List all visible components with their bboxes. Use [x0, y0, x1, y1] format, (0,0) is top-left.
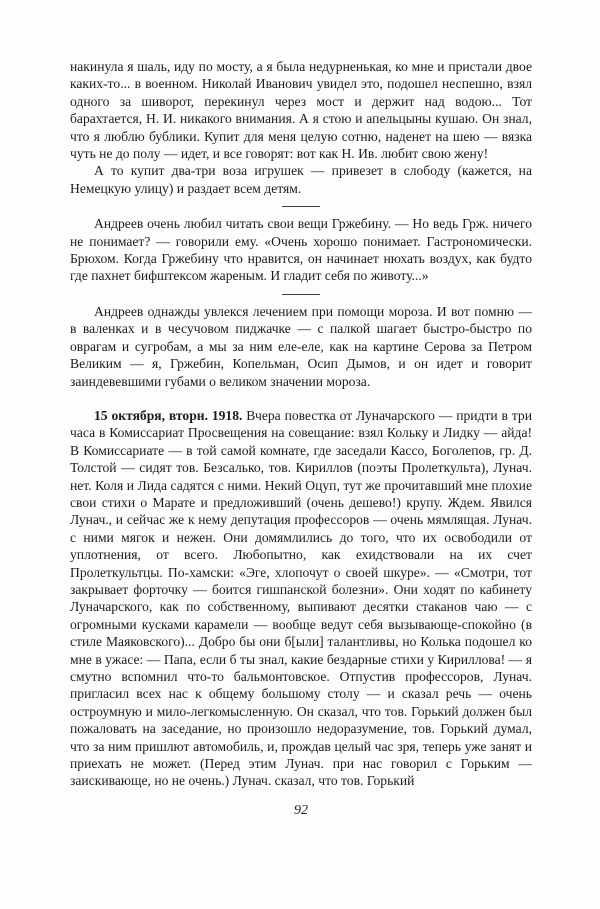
page-number: 92: [294, 802, 308, 818]
entry-date: 15 октября, вторн. 1918.: [94, 407, 243, 423]
paragraph-continuation: накинула я шаль, иду по мосту, а я была недурненькая, ко мне и пристали двое каких-то... в военном. Николай Иванович увидел это, подошел неспешно, взял одного за шиворот, перекинул через мост и держит над водою... Тот барахтается, Н. И. никакого внимания. А я стою и апельцыны кушаю. Он знал, что я люблю бублики. Купит для меня целую сотню, наденет на шею — вязка чуть не до полу — идет, и все говорят: вот как Н. Ив. любит свою жену!: [70, 59, 532, 162]
section-divider: [282, 294, 320, 295]
paragraph: Андреев очень любил читать свои вещи Гржебину. — Но ведь Грж. ничего не понимает? — говорили ему. «Очень хорошо понимает. Гастрономически. Брюхом. Когда Гржебину что нравится, он начинает нюхать воздух, как будто где пахнет бифштексом жареным. И гладит себя по животу...»: [70, 216, 532, 284]
section-divider: [282, 206, 320, 207]
paragraph: А то купит два-три воза игрушек — привезет в слободу (кажется, на Немецкую улицу) и раздает всем детям.: [70, 163, 532, 196]
page-text-block: [70, 58, 532, 790]
paragraph: Андреев однажды увлекся лечением при помощи мороза. И вот помню — в валенках и в чесучовом пиджачке — с палкой шагает быстро-быстро по оврагам и сугробам, а мы за ним еле-еле, как на картине Серова за Петром Великим — я, Гржебин, Копельман, Осип Дымов, и он идет и говорит заиндевевшими губами о великом значении мороза.: [70, 303, 532, 389]
entry-text: Вчера повестка от Луначарского — придти в три часа в Комиссариат Просвещения на совещание: взял Кольку и Лидку — айда! В Комиссариате — в той самой комнате, где заседали Кассо, Боголепов, гр. Д. Толстой — сидят тов. Безсалько, тов. Кириллов (поэты Пролеткульта), Лунач. нет. Коля и Лида садятся с ними. Некий Оцуп, тут же прочитавший мне плохие свои стихи о Марате и предложивший (очень дешево!) крупу. Ждем. Явился Лунач., и сейчас же к нему депутация профессоров — очень мямлящая. Лунач. с ними мягок и нежен. Они домямлились до того, что их освободили от уплотнения, от всего. Любопытно, как ехидствовали на их счет Пролеткультцы. По-хамски: «Эге, хлопочут о своей шкуре». — «Смотри, тот закрывает форточку — боится гишпанской болезни». Они ходят по кабинету Луначарского, как по собственному, выпивают десятки стаканов чаю — с огромными кусками карамели — вообще ведут себя вызывающе-спокойно (в стиле Маяковского)... Добро бы они б[ыли] талантливы, но Колька подошел ко мне в ужасе: — Папа, если б ты знал, какие бездарные стихи у Кириллова! — я смутно вспомнил что-то бальмонтовское. Отпустив профессоров, Лунач. пригласил всех нас к общему большому столу — и сказал речь — очень остроумную и мило-легкомысленную. Он сказал, что тов. Горький должен был пожаловать на заседание, но произошло недоразумение, тов. Горький думал, что за ним пришлют автомобиль, и, прождав целый час зря, теперь уже занят и приехать не может. (Перед этим Лунач. при нас говорил с Горьким — заискивающе, но не очень.) Лунач. сказал, что тов. Горький: [70, 407, 533, 789]
diary-entry: [70, 407, 532, 790]
